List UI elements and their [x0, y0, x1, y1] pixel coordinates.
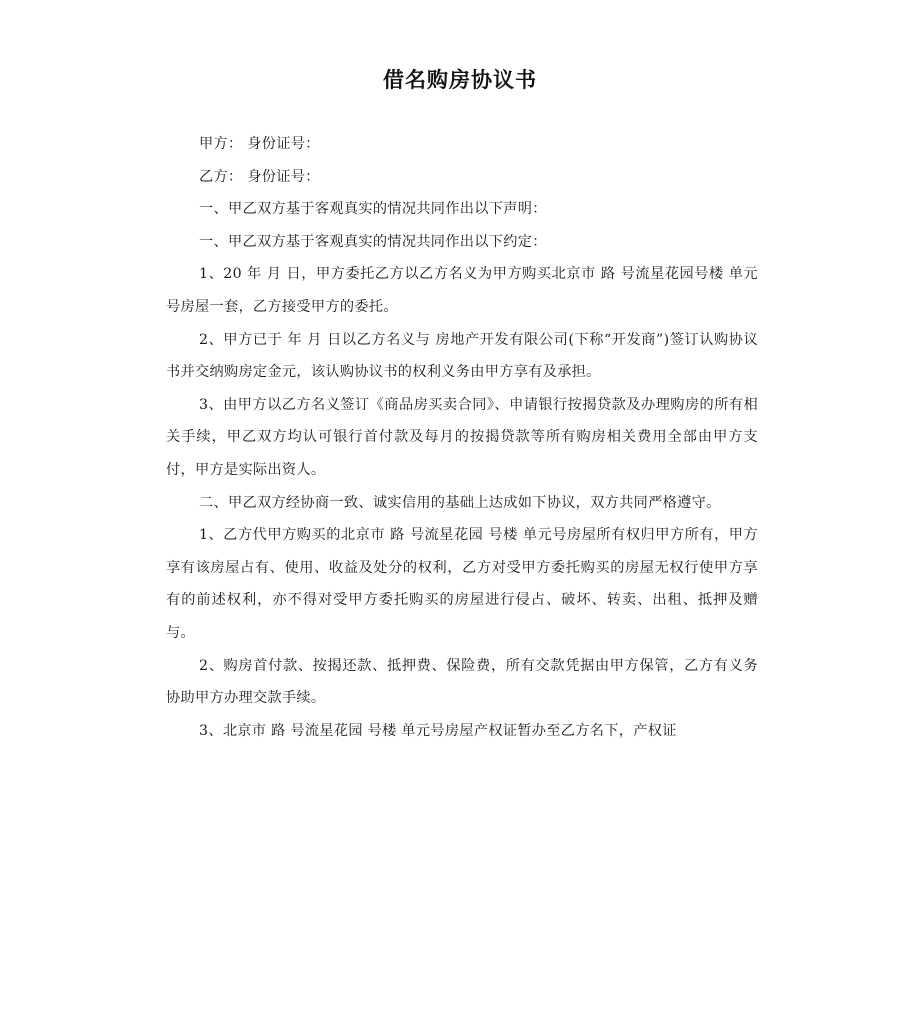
- declaration-heading: 一、甲乙双方基于客观真实的情况共同作出以下声明：: [199, 201, 547, 218]
- agreement-heading: 一、甲乙双方基于客观真实的情况共同作出以下约定：: [199, 233, 547, 250]
- document-title: 借名购房协议书: [383, 68, 537, 92]
- clause-1-3: 3、由甲方以乙方名义签订《商品房买卖合同》、申请银行按揭贷款及办理购房的所有相关手续，甲乙双方均认可银行首付款及每月的按揭贷款等所有购房相关费用全部由甲方支付，甲方是实际出资人。: [166, 396, 758, 478]
- clause-2-3: 3、北京市 路 号流星花园 号楼 单元号房屋产权证暂办至乙方名下，产权证: [199, 722, 677, 739]
- party-a-line: 甲方： 身份证号：: [199, 136, 320, 152]
- clause-2-1: 1、乙方代甲方购买的北京市 路 号流星花园 号楼 单元号房屋所有权归甲方所有，甲方享有该房屋占有、使用、收益及处分的权利，乙方对受甲方委托购买的房屋无权行使甲方享有的前述权利，亦不得对受甲方委托购买的房屋进行侵占、破坏、转卖、出租、抵押及赠与。: [166, 527, 758, 641]
- document-body: [166, 128, 758, 747]
- section-2-heading: 二、甲乙双方经协商一致、诚实信用的基础上达成如下协议，双方共同严格遵守。: [199, 494, 721, 511]
- clause-1-2: 2、甲方已于 年 月 日以乙方名义与 房地产开发有限公司(下称“开发商”)签订认购协议书并交纳购房定金元，该认购协议书的权利义务由甲方享有及承担。: [166, 331, 758, 381]
- clause-2-2: 2、购房首付款、按揭还款、抵押费、保险费，所有交款凭据由甲方保管，乙方有义务协助甲方办理交款手续。: [166, 657, 758, 707]
- party-b-line: 乙方： 身份证号：: [199, 168, 320, 185]
- clause-1-1: 1、20 年 月 日，甲方委托乙方以乙方名义为甲方购买北京市 路 号流星花园号楼 单元 号房屋一套，乙方接受甲方的委托。: [166, 266, 758, 315]
